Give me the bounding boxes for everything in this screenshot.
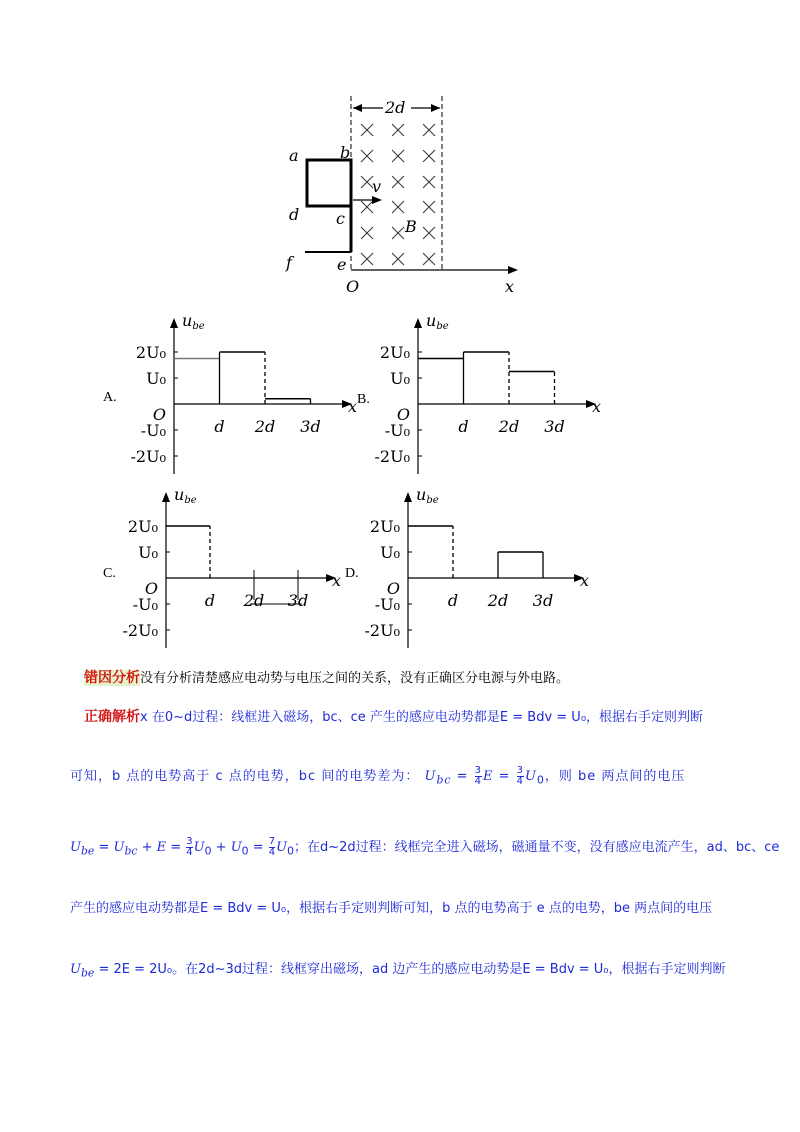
- option-B-label: B.: [357, 392, 370, 407]
- option-graph: [131, 311, 358, 474]
- x-tick-label: d: [204, 591, 216, 610]
- x-tick-label: 2d: [243, 591, 265, 610]
- y-tick-label: U₀: [138, 543, 158, 562]
- y-tick-label: O: [386, 579, 400, 598]
- x-tick-label: d: [214, 417, 225, 436]
- y-tick-label: U₀: [146, 369, 166, 388]
- y-tick-label: -2U₀: [130, 447, 166, 466]
- y-tick-label: O: [396, 405, 410, 424]
- solution-line-3: $U_{be} = U_{bc} + E$ = $\frac{3}{4}$ $U_0 + U_0$ = $\frac{7}{4}$ $U_0$；在d~2d过程：线框完全进入磁场，磁通量不变，没有感应电流产生，ad、bc、ce: [70, 836, 780, 858]
- x-tick-label: 3d: [300, 417, 321, 436]
- y-tick-label: -2U₀: [122, 621, 158, 640]
- label-b: b: [340, 143, 351, 162]
- y-axis-label: ube: [182, 311, 205, 332]
- label-d: d: [289, 205, 300, 224]
- solution-line-2: 可知，b 点的电势高于 c 点的电势，bc 间的电势差为： $U_{bc}$ = $\frac{3}{4}$ E = $\frac{3}{4}$ $U_0$，则 be 两点间的电压: [70, 765, 686, 787]
- label-a: a: [289, 146, 299, 165]
- option-D-label: D.: [345, 566, 359, 581]
- x-tick-label: 3d: [287, 591, 309, 610]
- wrong-analysis-tag: 错因分析: [84, 670, 140, 686]
- x-axis-label: x: [580, 571, 590, 590]
- y-tick-label: 2U₀: [127, 517, 158, 536]
- solution-p5-symbol: U: [70, 962, 81, 977]
- option-graph: [375, 311, 602, 474]
- solution-p5c: = 2E = 2U₀。在2d~3d过程：线框穿出磁场，ad 边产生的感应电动势是E = Bdv = U₀，根据右手定则判断: [94, 962, 726, 977]
- solution-line-5: [70, 958, 740, 980]
- y-tick-label: -U₀: [384, 421, 410, 440]
- x-tick-label: 3d: [544, 417, 565, 436]
- y-tick-label: 2U₀: [135, 343, 166, 362]
- x-axis-label: x: [332, 571, 342, 590]
- x-tick-label: 2d: [498, 417, 520, 436]
- solution-p2a: 可知，b 点的电势高于 c 点的电势，bc 间的电势差为：: [70, 769, 420, 784]
- label-B: B: [405, 217, 417, 236]
- y-axis-label: ube: [416, 485, 439, 506]
- y-tick-label: O: [144, 579, 158, 598]
- label-f: f: [286, 253, 292, 272]
- label-x: x: [505, 277, 515, 296]
- label-v: v: [372, 177, 382, 196]
- y-tick-label: -2U₀: [374, 447, 410, 466]
- y-axis-label: ube: [426, 311, 449, 332]
- x-tick-label: 2d: [254, 417, 276, 436]
- width-label: 2d: [385, 98, 406, 117]
- option-A-label: A.: [103, 390, 117, 405]
- label-e: e: [337, 255, 347, 274]
- correct-analysis-tag: 正确解析: [84, 709, 140, 725]
- x-tick-label: d: [447, 591, 459, 610]
- y-tick-label: -2U₀: [364, 621, 400, 640]
- y-tick-label: -U₀: [132, 595, 158, 614]
- solution-line-1: [84, 706, 754, 726]
- label-O: O: [346, 277, 360, 296]
- option-graph: [123, 485, 342, 648]
- x-axis-label: x: [348, 397, 358, 416]
- solution-p3-symbol: U: [70, 840, 81, 855]
- y-tick-label: U₀: [380, 543, 400, 562]
- wrong-analysis: [84, 667, 754, 687]
- y-tick-label: U₀: [390, 369, 410, 388]
- solution-line-4: 产生的感应电动势都是E = Bdv = U₀，根据右手定则判断可知，b 点的电势高于 e 点的电势，be 两点间的电压: [70, 901, 713, 916]
- solution-p1: x 在0~d过程：线框进入磁场，bc、ce 产生的感应电动势都是E = Bdv = U₀，根据右手定则判断: [140, 710, 704, 725]
- y-axis-label: ube: [174, 485, 197, 506]
- label-c: c: [336, 209, 345, 228]
- solution-p5-sub: be: [80, 966, 95, 980]
- y-tick-label: O: [152, 405, 166, 424]
- y-tick-label: -U₀: [140, 421, 166, 440]
- y-tick-label: -U₀: [374, 595, 400, 614]
- x-tick-label: d: [458, 417, 469, 436]
- option-C-label: C.: [103, 566, 116, 581]
- solution-p2-symbol: U: [424, 769, 437, 784]
- solution-p3b: ；在d~2d过程：线框完全进入磁场，磁通量不变，没有感应电流产生，ad、bc、ce: [293, 840, 780, 855]
- wrong-analysis-body: 没有分析清楚感应电动势与电压之间的关系，没有正确区分电源与外电路。: [140, 671, 570, 686]
- x-axis-label: x: [592, 397, 602, 416]
- solution-p2c: ，则 be 两点间的电压: [544, 769, 686, 784]
- x-tick-label: 2d: [487, 591, 509, 610]
- y-tick-label: 2U₀: [379, 343, 410, 362]
- y-tick-label: 2U₀: [369, 517, 400, 536]
- option-graph: [365, 485, 590, 648]
- x-tick-label: 3d: [532, 591, 554, 610]
